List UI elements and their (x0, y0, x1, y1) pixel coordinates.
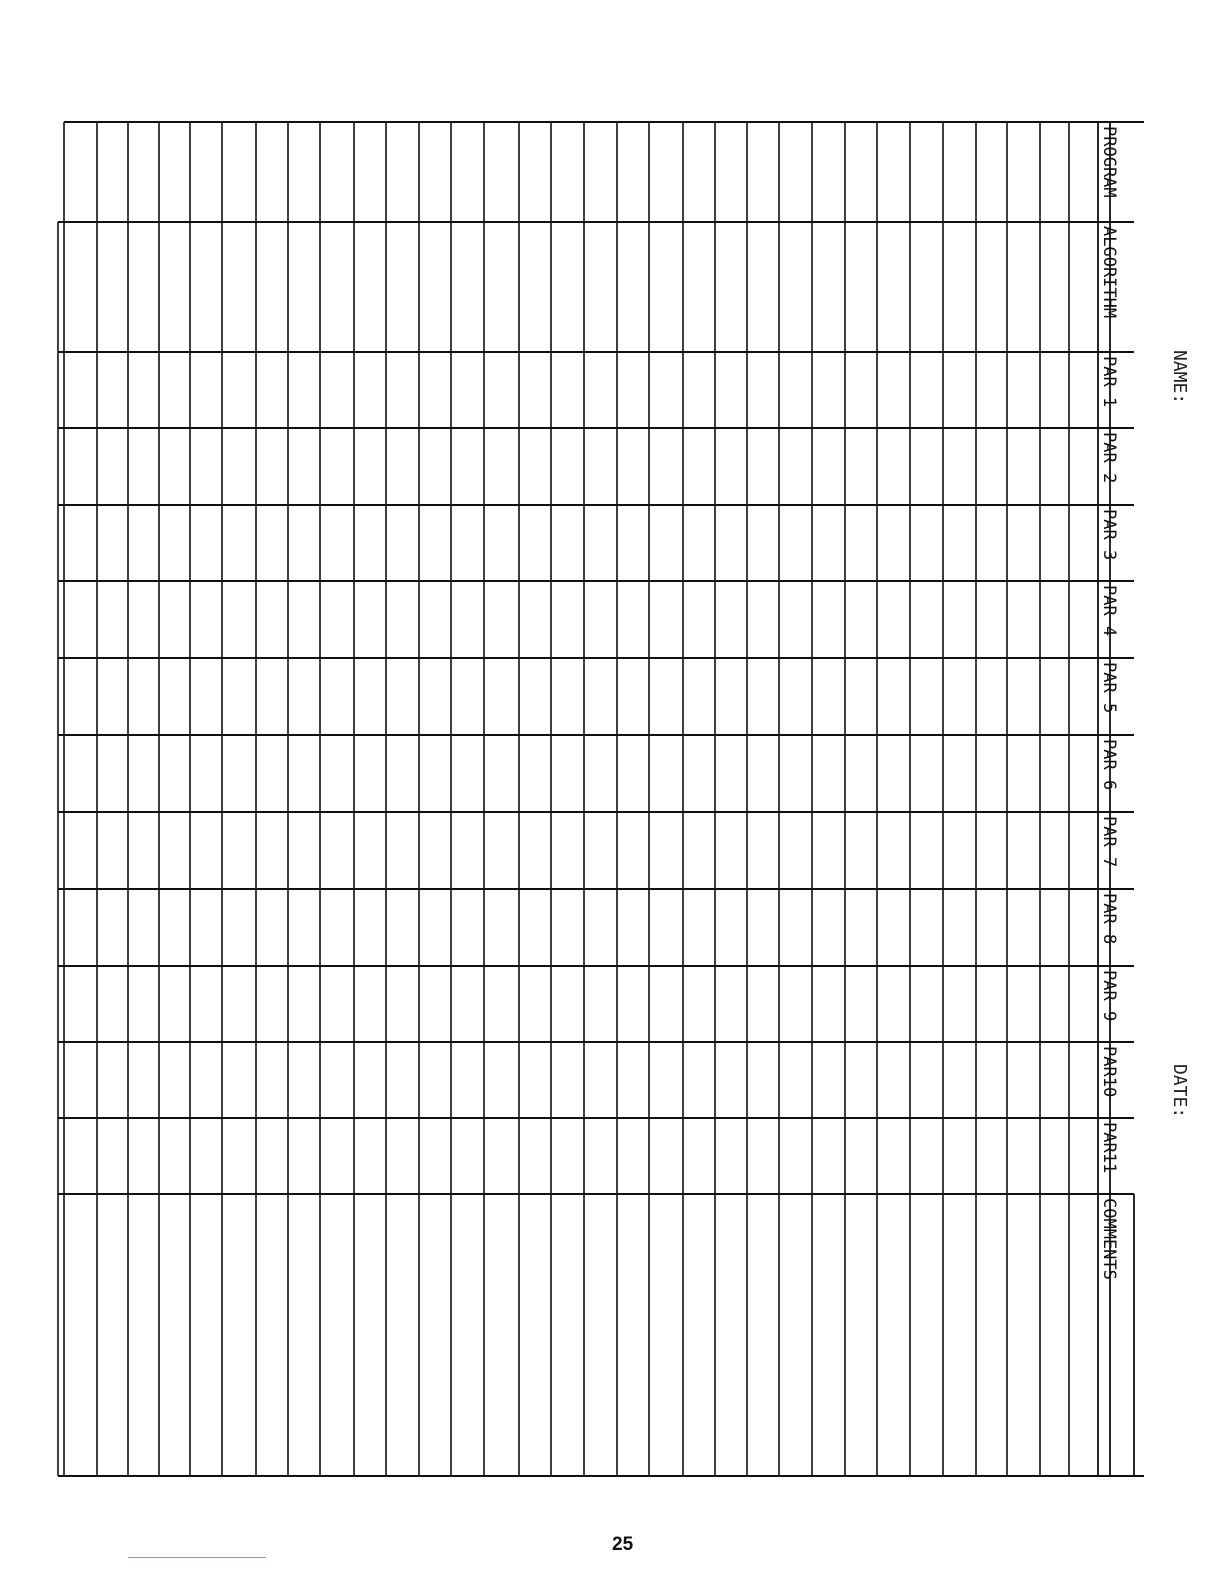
column-header-label: PAR 3 (1099, 509, 1119, 561)
column-header-label: PAR 6 (1099, 739, 1119, 791)
table-grid (58, 122, 1144, 1476)
column-header-label: PROGRAM (1099, 126, 1119, 198)
date-label: DATE: (1169, 1064, 1190, 1119)
column-header-label: PAR11 (1099, 1122, 1119, 1174)
column-header-label: ALGORITHM (1099, 226, 1119, 319)
page-number: 25 (612, 1534, 634, 1555)
column-header-label: PAR 2 (1099, 432, 1119, 484)
scan-artifact-line (128, 1557, 266, 1558)
column-header-label: PAR 9 (1099, 970, 1119, 1022)
column-header-label: PAR 1 (1099, 356, 1119, 408)
column-header-label: PAR 5 (1099, 662, 1119, 714)
column-headers (1099, 126, 1119, 1280)
column-header-label: PAR 8 (1099, 893, 1119, 945)
name-label: NAME: (1169, 350, 1190, 405)
column-header-label: COMMENTS (1099, 1198, 1119, 1280)
column-header-label: PAR 7 (1099, 816, 1119, 868)
column-header-label: PAR10 (1099, 1046, 1119, 1098)
column-header-label: PAR 4 (1099, 585, 1119, 637)
